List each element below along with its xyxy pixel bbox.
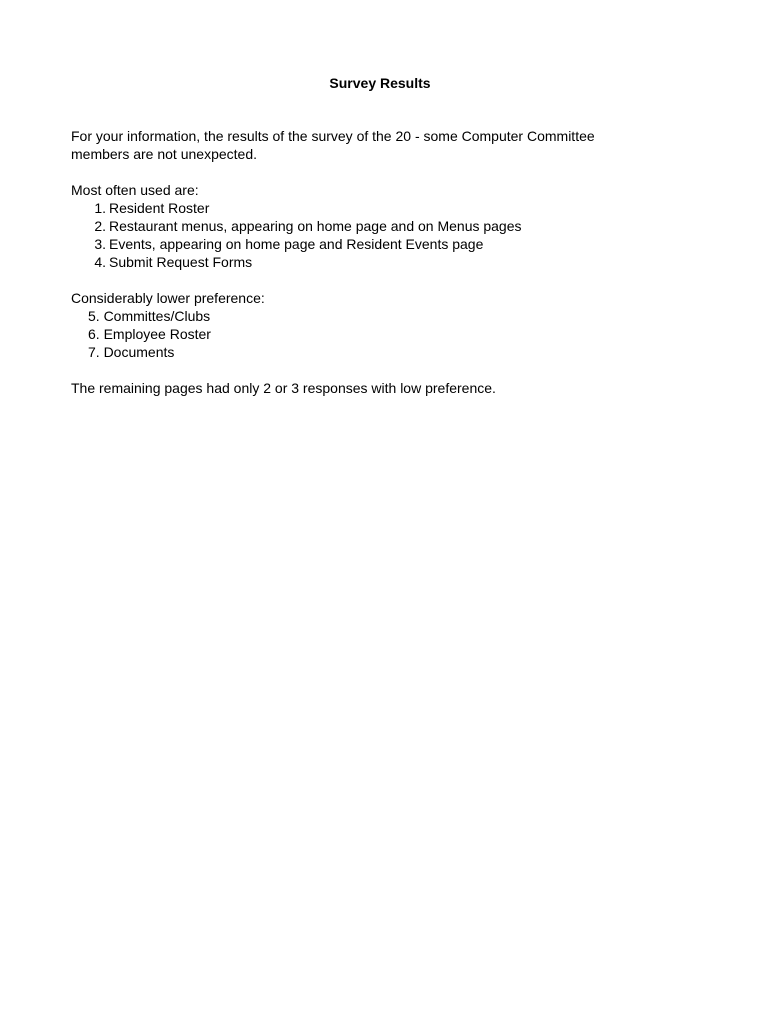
intro-line-1: For your information, the results of the survey of the 20 - some Computer Committee bbox=[71, 128, 595, 144]
list-item bbox=[71, 253, 711, 271]
intro-line-2: members are not unexpected. bbox=[71, 146, 257, 162]
list-item-text: Resident Roster bbox=[109, 200, 210, 216]
closing-paragraph: The remaining pages had only 2 or 3 responses with low preference. bbox=[71, 380, 496, 396]
list-item-text: Submit Request Forms bbox=[109, 254, 253, 270]
list-item bbox=[71, 235, 711, 253]
list-item: 5. Committes/Clubs bbox=[88, 308, 211, 324]
list-item-number: 1. bbox=[94, 200, 106, 216]
list-item-text: Events, appearing on home page and Resident Events page bbox=[109, 236, 484, 252]
paragraph-gap bbox=[71, 163, 711, 181]
list-item-number: 2. bbox=[94, 218, 106, 234]
list-item: 7. Documents bbox=[88, 344, 175, 360]
document-body bbox=[71, 127, 711, 397]
list-item bbox=[71, 199, 711, 217]
list-item-number: 3. bbox=[94, 236, 106, 252]
paragraph-gap bbox=[71, 361, 711, 379]
paragraph-gap bbox=[71, 271, 711, 289]
list-item-number: 4. bbox=[94, 254, 106, 270]
document-title: Survey Results bbox=[329, 75, 431, 91]
lower-preference-heading: Considerably lower preference: bbox=[71, 290, 265, 306]
list-item-text: Restaurant menus, appearing on home page and on Menus pages bbox=[109, 218, 522, 234]
most-used-heading: Most often used are: bbox=[71, 182, 199, 198]
list-item: 6. Employee Roster bbox=[88, 326, 211, 342]
list-item bbox=[71, 217, 711, 235]
